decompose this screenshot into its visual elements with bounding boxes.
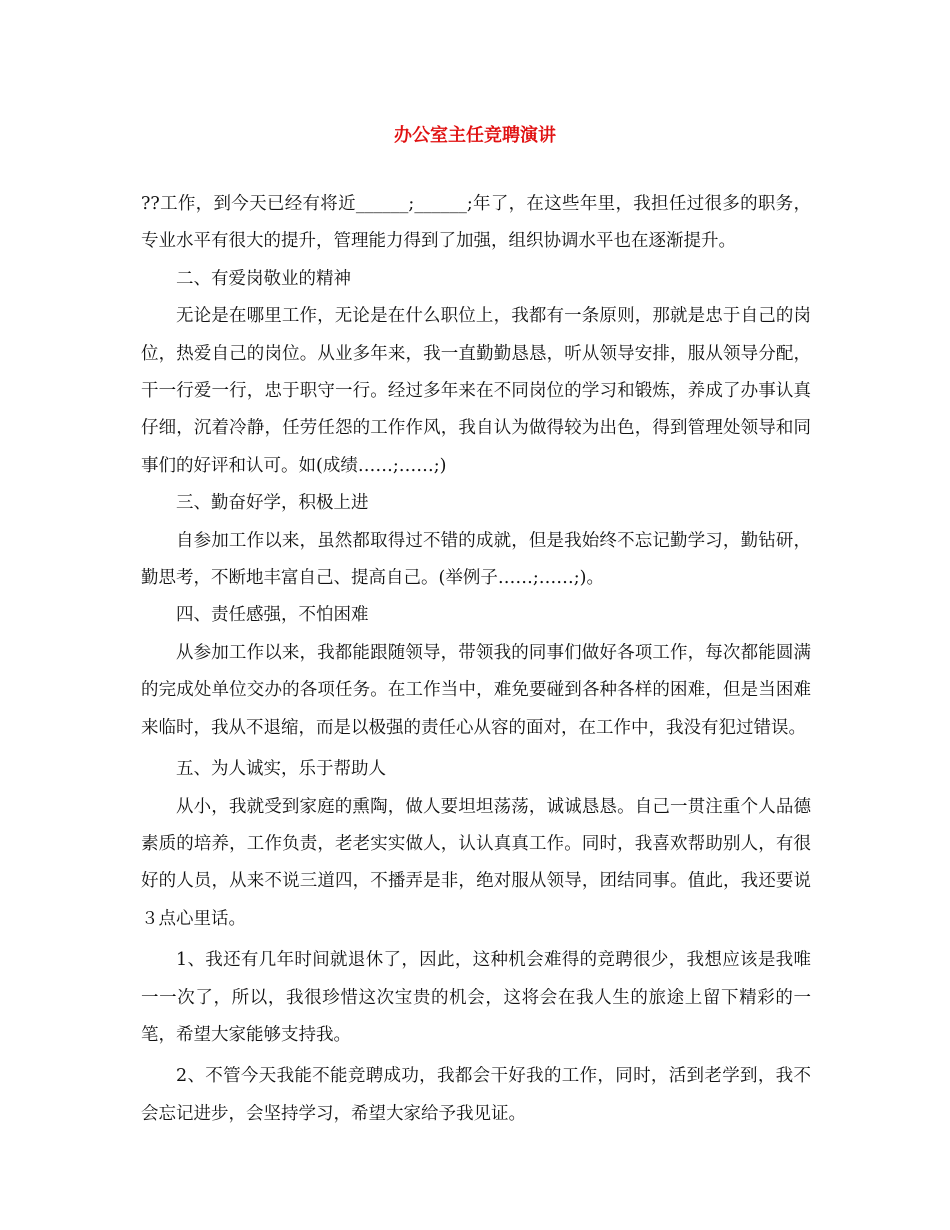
paragraph-point-2: 2、不管今天我能不能竞聘成功，我都会干好我的工作，同时，活到老学到，我不会忘记进步，会坚持学习，希望大家给予我见证。 <box>141 1066 811 1124</box>
section-heading-2: 二、有爱岗敬业的精神 <box>176 268 351 289</box>
paragraph-point-1: 1、我还有几年时间就退休了，因此，这种机会难得的竞聘很少，我想应该是我唯一一次了，所以，我很珍惜这次宝贵的机会，这将会在我人生的旅途上留下精彩的一笔，希望大家能够支持我。 <box>141 950 811 1045</box>
paragraph-dedication: 无论是在哪里工作，无论是在什么职位上，我都有一条原则，那就是忠于自己的岗位，热爱自己的岗位。从业多年来，我一直勤勤恳恳，听从领导安排，服从领导分配，干一行爱一行，忠于职守一行。经过多年来在不同岗位的学习和锻炼，养成了办事认真仔细，沉着冷静，任劳任怨的工作作风，我自认为做得较为出色，得到管理处领导和同事们的好评和认可。如(成绩……;……;) <box>141 306 811 476</box>
document-title: 办公室主任竞聘演讲 <box>394 125 556 146</box>
paragraph-honesty: 从小，我就受到家庭的熏陶，做人要坦坦荡荡，诚诚恳恳。自己一贯注重个人品德素质的培养，工作负责，老老实实做人，认认真真工作。同时，我喜欢帮助别人，有很好的人员，从来不说三道四，不播弄是非，绝对服从领导，团结同事。值此，我还要说３点心里话。 <box>141 796 811 929</box>
paragraph-responsibility: 从参加工作以来，我都能跟随领导，带领我的同事们做好各项工作，每次都能圆满的完成处单位交办的各项任务。在工作当中，难免要碰到各种各样的困难，但是当困难来临时，我从不退缩，而是以极强的责任心从容的面对，在工作中，我没有犯过错误。 <box>141 642 811 738</box>
paragraph-diligence: 自参加工作以来，虽然都取得过不错的成就，但是我始终不忘记勤学习，勤钻研，勤思考，不断地丰富自己、提高自己。(举例子……;……;)。 <box>141 530 811 589</box>
section-heading-3: 三、勤奋好学，积极上进 <box>176 493 369 514</box>
section-heading-4: 四、责任感强，不怕困难 <box>176 605 369 626</box>
document-body <box>141 186 811 1133</box>
paragraph-intro: ??工作，到今天已经有将近______;______;年了，在这些年里，我担任过很多的职务，专业水平有很大的提升，管理能力得到了加强，组织协调水平也在逐渐提升。 <box>141 194 811 252</box>
section-heading-5: 五、为人诚实，乐于帮助人 <box>176 759 386 780</box>
